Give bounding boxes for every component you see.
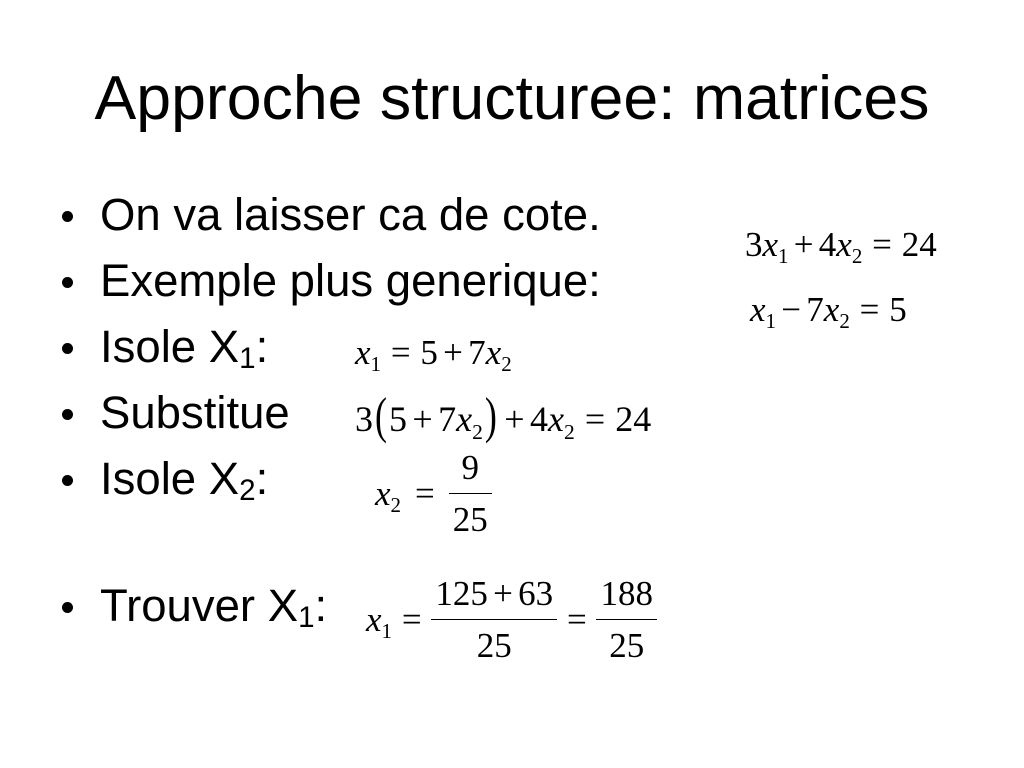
equation-trouver-x1 [366, 576, 657, 663]
fraction-numerator [458, 450, 484, 493]
equation-number: 188 [600, 574, 653, 613]
equation-term [750, 290, 777, 334]
equation-variable: x [366, 600, 382, 639]
equation-variable: x [750, 290, 766, 329]
equation-parenthesis: ( [375, 387, 387, 444]
equation-system-line-1 [745, 225, 937, 269]
equation-number: 5 [889, 290, 907, 329]
equation-subscript: 2 [390, 493, 402, 518]
equation-relation: = [584, 399, 606, 439]
equation-number: 7 [468, 333, 486, 372]
bullet-subscript: 2 [239, 473, 256, 507]
equation-variable: x [762, 225, 779, 264]
equation-parenthesis: ) [484, 387, 497, 444]
equation-variable: x [375, 474, 391, 513]
fraction [431, 576, 557, 663]
bullet-subscript: 1 [239, 341, 256, 375]
equation-operator: + [412, 399, 433, 439]
equation-variable: x [547, 399, 564, 439]
bullet-text: Substitue [100, 387, 290, 438]
bullet-text-tail: : [314, 580, 328, 631]
equation-number: 3 [355, 399, 373, 439]
equation-isole-x1 [355, 333, 512, 377]
equation-number: 5 [389, 399, 407, 439]
bullet-text: Exemple plus generique: [100, 255, 601, 306]
equation-isole-x2 [375, 450, 492, 537]
bullet-icon [62, 343, 73, 354]
equation-relation: = [390, 333, 411, 372]
bullet-text-tail: : [255, 321, 269, 372]
equation-number: 24 [901, 225, 937, 264]
fraction-numerator [596, 576, 657, 619]
equation-number: 9 [461, 448, 480, 487]
equation-term [456, 399, 483, 444]
equation-variable: x [836, 225, 852, 264]
equation-term [836, 225, 863, 269]
equation-subscript: 1 [778, 244, 789, 269]
bullet-text: Trouver X [100, 580, 299, 631]
fraction [449, 450, 492, 537]
equation-number: 5 [420, 333, 438, 372]
equation-subscript: 2 [501, 352, 512, 377]
equation-operator: + [443, 333, 463, 372]
fraction-numerator [431, 576, 557, 619]
equation-variable: x [456, 399, 473, 439]
equation-number: 24 [615, 399, 652, 439]
equation-operator: + [493, 574, 513, 613]
equation-term [375, 474, 402, 518]
equation-variable: x [823, 290, 840, 329]
bullet-text: Isole X [100, 321, 240, 372]
equation-subscript: 2 [472, 419, 483, 444]
equation-number: 25 [452, 500, 488, 539]
equation-relation: = [872, 225, 892, 264]
equation-variable: x [485, 333, 502, 372]
equation-term [823, 290, 850, 334]
equation-number: 4 [529, 399, 548, 439]
equation-operator: + [504, 399, 525, 439]
bullet-subscript: 1 [298, 600, 315, 634]
equation-substitue [355, 387, 652, 444]
equation-operator: + [793, 225, 814, 264]
equation-subscript: 1 [370, 352, 382, 377]
bullet-icon [62, 409, 73, 420]
bullet-text: Isole X [100, 453, 240, 504]
equation-number: 3 [745, 225, 763, 264]
bullet-icon [62, 602, 73, 613]
equation-subscript: 2 [839, 309, 850, 334]
equation-variable: x [355, 333, 371, 372]
equation-term [762, 225, 789, 269]
equation-term [355, 333, 382, 377]
fraction-denominator [605, 620, 648, 663]
fraction [596, 576, 657, 663]
equation-relation: = [566, 600, 587, 639]
equation-subscript: 1 [765, 309, 777, 334]
bullet-icon [62, 475, 73, 486]
equation-subscript: 2 [851, 244, 863, 269]
bullet-item [0, 182, 601, 248]
equation-number: 7 [438, 399, 457, 439]
equation-number: 63 [518, 574, 554, 613]
bullet-item [0, 446, 601, 512]
equation-relation: = [415, 474, 435, 513]
fraction-denominator [473, 620, 516, 663]
equation-number: 4 [818, 225, 837, 264]
equation-number: 7 [806, 290, 824, 329]
equation-term [485, 333, 512, 377]
bullet-text-tail: : [255, 453, 269, 504]
bullet-text: On va laisser ca de cote. [100, 189, 601, 240]
equation-number: 25 [476, 626, 512, 665]
bullet-item [0, 248, 601, 314]
equation-term [366, 600, 393, 644]
bullet-icon [62, 211, 73, 222]
equation-subscript: 1 [381, 619, 393, 644]
equation-system-line-2 [750, 290, 907, 334]
equation-relation: = [859, 290, 880, 329]
equation-relation: = [401, 600, 422, 639]
equation-subscript: 2 [563, 419, 575, 444]
fraction-denominator [449, 494, 492, 537]
equation-number: 125 [435, 574, 488, 613]
slide-title: Approche structuree: matrices [94, 63, 930, 133]
equation-term [547, 399, 575, 444]
equation-operator: − [781, 290, 802, 329]
bullet-icon [62, 277, 73, 288]
equation-number: 25 [609, 626, 645, 665]
